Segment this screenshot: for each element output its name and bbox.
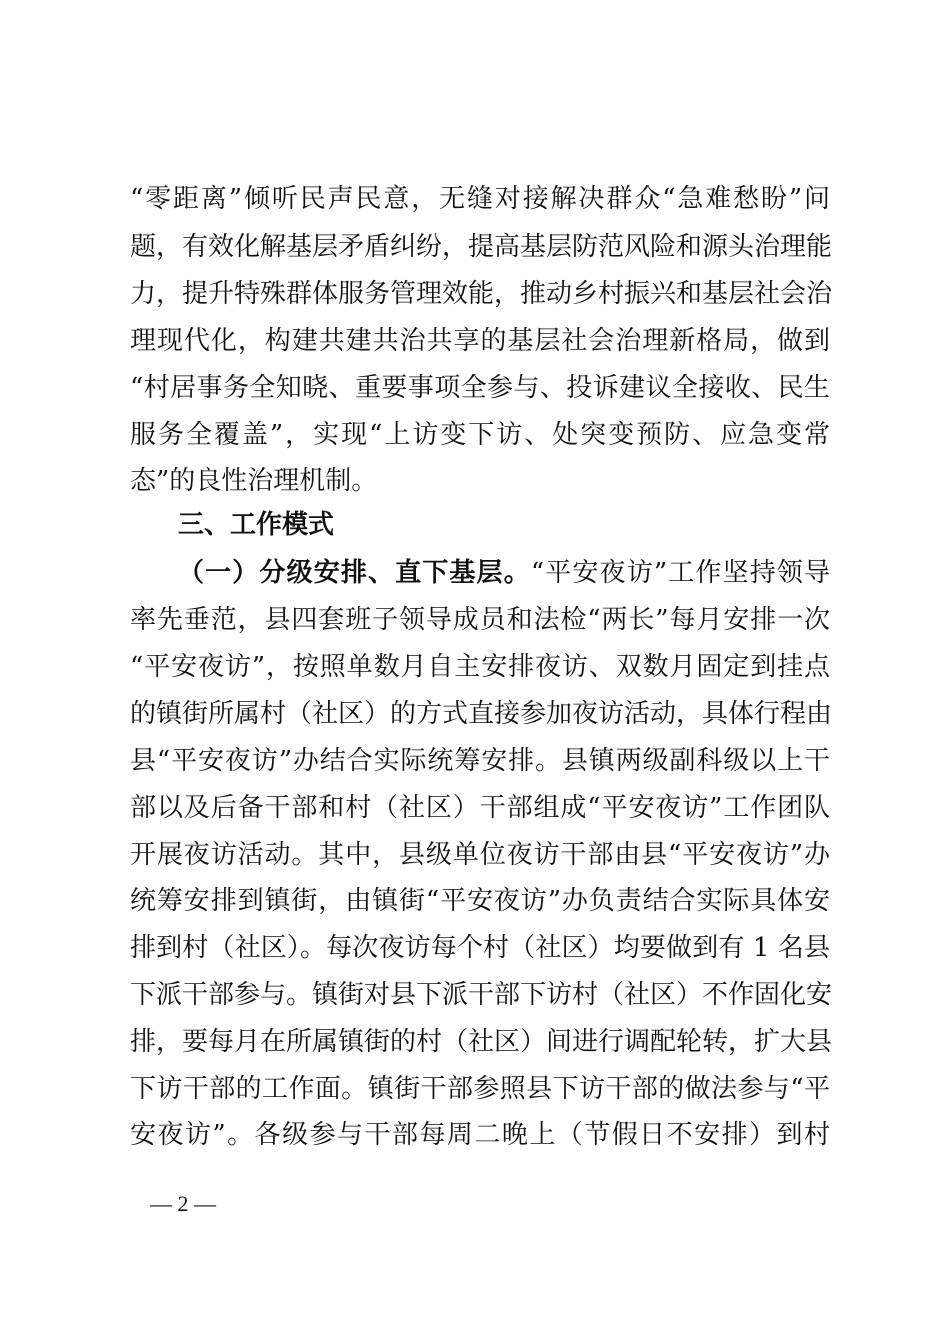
page-number: — 2 —	[150, 1191, 216, 1216]
paragraph2-line-3: “平安夜访”，按照单数月自主安排夜访、双数月固定到挂点	[130, 652, 830, 682]
paragraph2-line-2: 率先垂范，县四套班子领导成员和法检“两长”每月安排一次	[130, 605, 830, 635]
paragraph2-line-12: 下访干部的工作面。镇街干部参照县下访干部的做法参与“平	[130, 1074, 830, 1104]
paragraph2-line-11: 排，要每月在所属镇街的村（社区）间进行调配轮转，扩大县	[130, 1027, 833, 1057]
paragraph1-line-1: “零距离”倾听民声民意，无缝对接解决群众“急难愁盼”问	[130, 184, 830, 214]
paragraph2-line-6: 部以及后备干部和村（社区）干部组成“平安夜访”工作团队	[130, 793, 830, 823]
paragraph2-line-7: 开展夜访活动。其中，县级单位夜访干部由县“平安夜访”办	[130, 840, 830, 870]
paragraph1-line-3: 力，提升特殊群体服务管理效能，推动乡村振兴和基层社会治	[130, 279, 833, 309]
paragraph2-line-13: 安夜访”。各级参与干部每周二晚上（节假日不安排）到村	[130, 1120, 830, 1150]
section-heading: 三、工作模式	[178, 510, 335, 540]
paragraph2-line-9: 排到村（社区）。每次夜访每个村（社区）均要做到有 1 名县	[130, 933, 830, 963]
paragraph2-line-8: 统筹安排到镇街，由镇街“平安夜访”办负责结合实际具体安	[130, 886, 830, 916]
paragraph1-line-4: 理现代化，构建共建共治共享的基层社会治理新格局，做到	[130, 326, 830, 356]
paragraph1-line-6: 服务全覆盖”，实现“上访变下访、处突变预防、应急变常	[130, 420, 830, 450]
paragraph1-line-2: 题，有效化解基层矛盾纠纷，提高基层防范风险和源头治理能	[130, 232, 833, 262]
paragraph2-line-1	[178, 556, 830, 590]
subsection-title: （一）分级安排、直下基层。	[178, 558, 531, 588]
paragraph2-line-1-rest: “平安夜访”工作坚持领导	[530, 558, 830, 588]
paragraph1-line-5: “村居事务全知晓、重要事项全参与、投诉建议全接收、民生	[130, 373, 830, 403]
paragraph2-line-4: 的镇街所属村（社区）的方式直接参加夜访活动，具体行程由	[130, 699, 833, 729]
paragraph2-line-10: 下派干部参与。镇街对县下派干部下访村（社区）不作固化安	[130, 980, 833, 1010]
paragraph1-line-7: 态”的良性治理机制。	[130, 466, 378, 496]
paragraph2-line-5: 县“平安夜访”办结合实际统筹安排。县镇两级副科级以上干	[130, 746, 830, 776]
